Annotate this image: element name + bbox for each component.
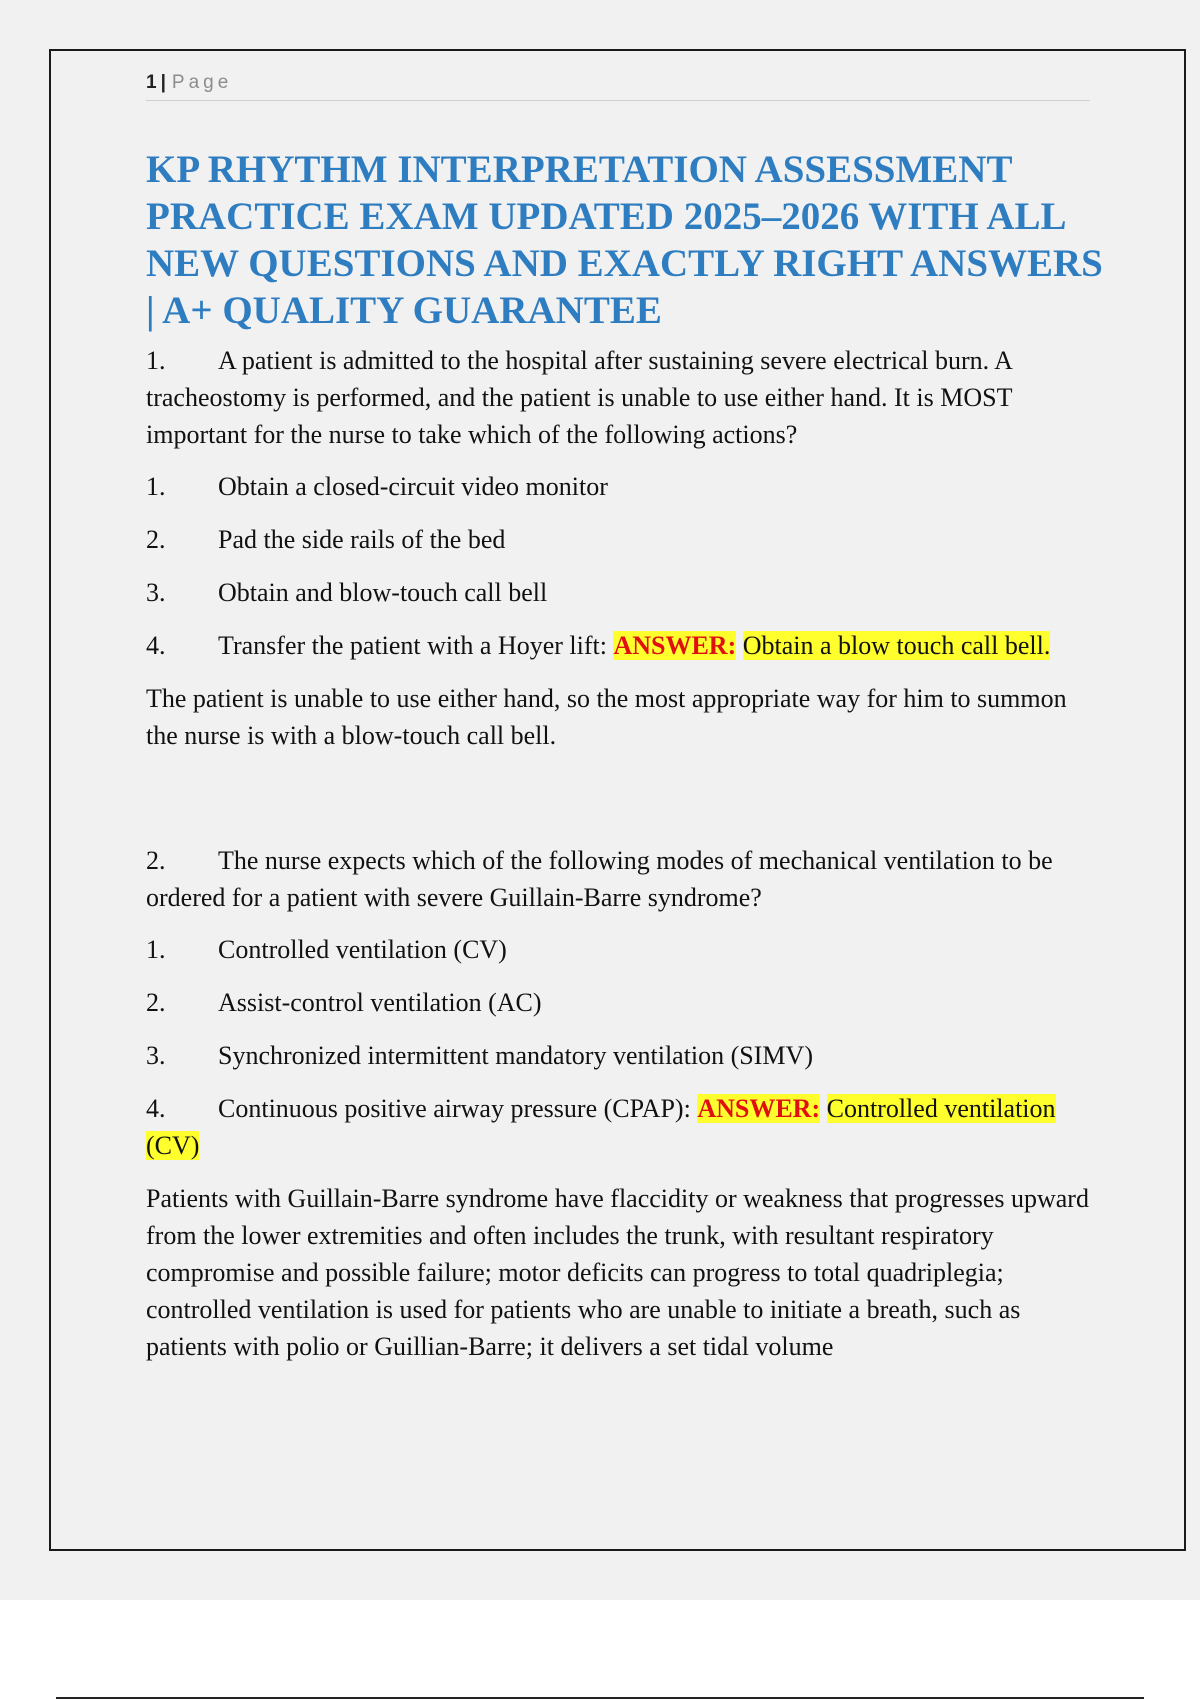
answer-label: ANSWER:: [697, 1094, 821, 1123]
question-number: 1.: [146, 346, 166, 375]
page-label: Page: [171, 72, 233, 93]
question-1-rationale: The patient is unable to use either hand, so the most appropriate way for him to summon the nurse is with a blow-touch call bell.: [146, 684, 1067, 750]
option-item-with-answer: 4. Transfer the patient with a Hoyer lift: ANSWER: Obtain a blow touch call bell.: [146, 631, 1051, 660]
option-item: 1. Obtain a closed-circuit video monitor: [146, 472, 608, 501]
bottom-divider: [56, 1697, 1144, 1699]
question-number: 2.: [146, 846, 166, 875]
option-item: 2. Pad the side rails of the bed: [146, 525, 506, 554]
question-1-text: 1. A patient is admitted to the hospital after sustaining severe electrical burn. A tracheostomy is performed, and the patient is unable to use either hand. It is MOST important for the nurse to take which of the following actions?: [146, 342, 1096, 453]
page-number: 1: [146, 72, 157, 93]
option-item-with-answer: 4. Continuous positive airway pressure (CPAP): ANSWER: Controlled ventilation (CV): [146, 1094, 1056, 1160]
option-item: 3. Obtain and blow-touch call bell: [146, 578, 548, 607]
header-separator: |: [160, 72, 166, 93]
answer-label: ANSWER:: [613, 631, 737, 660]
question-2-rationale: Patients with Guillain-Barre syndrome have flaccidity or weakness that progresses upward from the lower extremities and often includes the trunk, with resultant respiratory compromise and possible failure; motor deficits can progress to total quadriplegia; controlled ventilation is used for patients who are unable to initiate a breath, such as patients with polio or Guillian-Barre; it delivers a set tidal volume: [146, 1184, 1089, 1361]
option-item: 2. Assist-control ventilation (AC): [146, 988, 542, 1017]
document-title: KP RHYTHM INTERPRETATION ASSESSMENT PRACTICE EXAM UPDATED 2025–2026 WITH ALL NEW QUESTIONS AND EXACTLY RIGHT ANSWERS | A+ QUALITY GUARANTEE: [146, 148, 1103, 332]
spacer: [146, 770, 1096, 842]
option-item: 3. Synchronized intermittent mandatory ventilation (SIMV): [146, 1041, 813, 1070]
question-2-text: 2. The nurse expects which of the following modes of mechanical ventilation to be ordered for a patient with severe Guillain-Barre syndrome?: [146, 842, 1096, 916]
document-body: [146, 342, 1096, 1381]
answer-text: Obtain a blow touch call bell.: [742, 631, 1051, 660]
option-item: 1. Controlled ventilation (CV): [146, 935, 507, 964]
page-header: [146, 72, 1090, 101]
answer-text: Controlled ventilation (CV): [146, 1094, 1056, 1160]
